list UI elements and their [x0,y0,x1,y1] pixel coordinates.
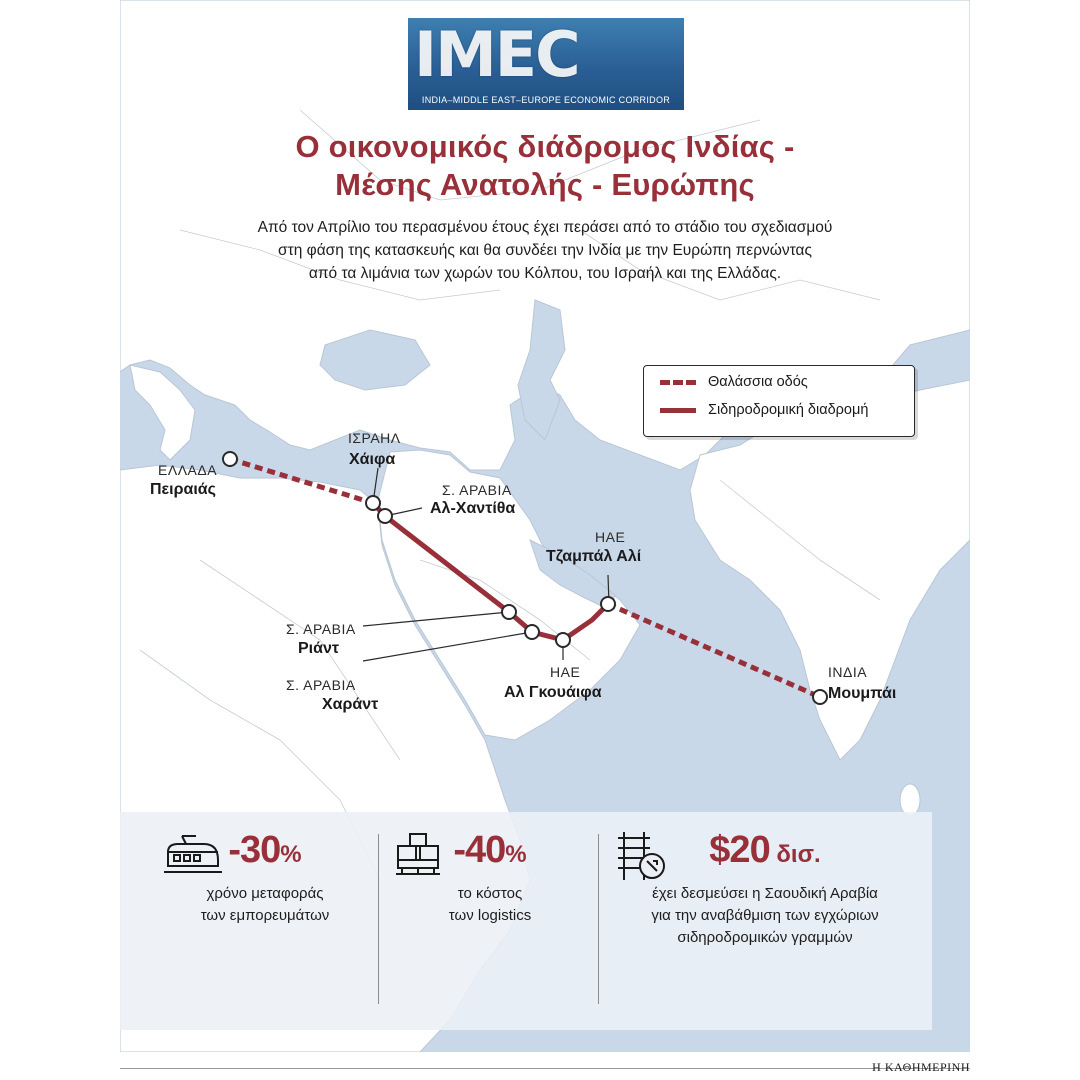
node-jebel-ali [601,597,615,611]
node-al-ghuwaifat [556,633,570,647]
stats-divider [598,834,599,1004]
stat-text-investment: έχει δεσμεύσει η Σαουδική Αραβία για την αναβάθμιση των εγχώριων σιδηροδρομικών γραμμών [651,885,879,946]
label-city-al-haditha: Αλ-Χαντίθα [430,500,516,517]
imec-logo [408,18,684,110]
label-country-al-ghuwaifat: ΗΑΕ [550,664,581,680]
label-country-mumbai: ΙΝΔΙΑ [828,664,868,680]
legend-rail-label: Σιδηροδρομική διαδρομή [708,402,869,418]
logo-wordmark: IMEC [414,18,579,91]
solid-line-icon [660,408,696,413]
label-country-al-haditha: Σ. ΑΡΑΒΙΑ [442,482,512,498]
label-country-riyadh: Σ. ΑΡΑΒΙΑ [286,621,356,637]
stat-value-logistics: -40% [453,829,527,871]
stats-panel [120,812,932,1030]
stat-logistics-cost [390,830,590,927]
publisher-brand: Η ΚΑΘΗΜΕΡΙΝΗ [872,1060,970,1074]
page-title-line2: Μέσης Ανατολής - Ευρώπης [335,167,755,202]
node-mumbai [813,690,827,704]
legend-sea-route [660,374,808,390]
node-al-haditha [378,509,392,523]
dashed-line-icon [660,380,696,385]
stat-transit-time [160,830,370,927]
page-title-line1: Ο οικονομικός διάδρομος Ινδίας - [295,129,795,164]
stats-divider [378,834,379,1004]
label-country-harad: Σ. ΑΡΑΒΙΑ [286,677,356,693]
subtitle-line3: από τα λιμάνια των χωρών του Κόλπου, του Ισραήλ και της Ελλάδας. [308,265,782,282]
node-piraeus [223,452,237,466]
label-city-harad: Χαράντ [322,696,379,713]
subtitle-line2: στη φάση της κατασκευής και θα συνδέει την Ινδία με την Ευρώπη περνώντας [278,242,812,259]
map-panel [120,0,970,1052]
node-harad [525,625,539,639]
footer-rule [120,1068,970,1069]
label-city-jebel-ali: Τζαμπάλ Αλί [546,548,642,565]
legend-sea-label: Θαλάσσια οδός [708,374,808,390]
node-riyadh [502,605,516,619]
label-city-haifa: Χάιφα [349,451,396,468]
stat-text-logistics: το κόστος των logistics [448,885,532,924]
legend-rail-route [660,402,868,418]
subtitle-line1: Από τον Απρίλιο του περασμένου έτους έχει περάσει από το στάδιο του σχεδιασμού [257,219,833,236]
logo-caption: INDIA–MIDDLE EAST–EUROPE ECONOMIC CORRIDOR [421,95,671,105]
boxes-icon [390,830,446,880]
india-landmass [690,380,970,760]
label-city-riyadh: Ριάντ [298,640,339,657]
map-legend [643,365,915,437]
stat-text-transit: χρόνο μεταφοράς των εμπορευμάτων [200,885,330,924]
stat-value-investment: $20 δισ. [709,829,821,871]
label-country-piraeus: ΕΛΛΑΔΑ [158,462,218,478]
node-haifa [366,496,380,510]
label-city-al-ghuwaifat: Αλ Γκουάιφα [504,684,602,701]
stat-saudi-investment [610,830,920,949]
label-country-jebel-ali: ΗΑΕ [595,529,626,545]
stat-value-transit: -30% [228,829,302,871]
label-city-mumbai: Μουμπάι [828,685,897,702]
label-city-piraeus: Πειραιάς [150,481,216,498]
rail-track-wrench-icon [610,830,670,882]
train-icon [160,830,224,880]
label-country-haifa: ΙΣΡΑΗΛ [348,430,401,446]
